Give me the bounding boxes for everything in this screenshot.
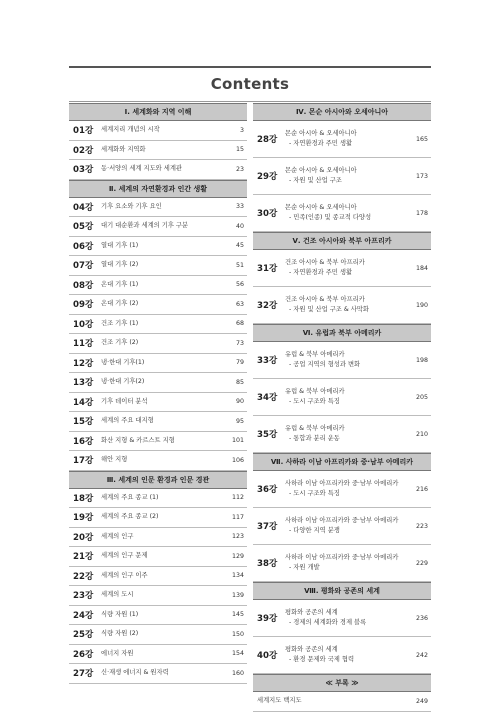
lecture-title [282, 479, 404, 499]
lecture-title [98, 241, 220, 251]
lecture-number: 08강 [73, 280, 94, 291]
page-number: 184 [415, 264, 428, 272]
lecture-subtitle: - 공업 지역의 형성과 변화 [289, 361, 361, 368]
page-number: 45 [235, 242, 244, 250]
lecture-title-main: 온대 기후 (2) [101, 300, 139, 308]
lecture-title [282, 295, 404, 315]
lecture-title-main: 신·재생 에너지 & 원자력 [101, 669, 169, 677]
lecture-title [98, 649, 220, 659]
lecture-subtitle: - 자연환경과 주민 생활 [289, 140, 353, 147]
lecture-number: 35강 [257, 430, 278, 440]
lecture-number: 20강 [73, 532, 94, 543]
lecture-title [282, 645, 404, 665]
lecture-number: 14강 [73, 397, 94, 408]
lecture-title-main: 기후 데이터 분석 [101, 397, 148, 405]
lecture-title-main: 세계의 도시 [101, 591, 134, 599]
lecture-title [98, 338, 220, 348]
toc-entry[interactable] [69, 664, 247, 684]
page-number: 165 [415, 135, 428, 143]
page-number: 134 [231, 572, 244, 580]
page-number: 145 [231, 611, 244, 619]
lecture-number: 28강 [257, 135, 278, 145]
page-number: 139 [231, 591, 244, 599]
toc-entry[interactable] [69, 256, 247, 276]
lecture-number: 17강 [73, 456, 94, 467]
lecture-title [98, 358, 220, 368]
toc-entry[interactable] [69, 334, 247, 354]
lecture-title [98, 416, 220, 426]
lecture-number: 07강 [73, 261, 94, 272]
lecture-number: 23강 [73, 591, 94, 602]
page-number: 129 [231, 552, 244, 560]
lecture-number: 38강 [257, 559, 278, 569]
lecture-title-main: 유럽 & 북부 아메리카 [285, 388, 345, 395]
page-number: 123 [231, 533, 244, 541]
lecture-title-main: 사하라 이남 아프리카와 중·남부 아메리카 [285, 554, 399, 561]
section-header: Ⅳ. 몬순 아시아와 오세아니아 [253, 103, 431, 121]
page-number: 90 [235, 398, 244, 406]
section-header: Ⅰ. 세계화와 지역 이해 [69, 103, 247, 121]
lecture-title [98, 145, 220, 155]
page-number: 249 [415, 697, 428, 705]
lecture-number: 32강 [257, 301, 278, 311]
lecture-title-main: 화산 지형 & 카르스트 지형 [101, 436, 175, 444]
lecture-title [282, 166, 404, 186]
page-number: 23 [235, 165, 244, 173]
lecture-subtitle: - 다양한 지역 분쟁 [289, 527, 340, 534]
lecture-title [282, 203, 404, 223]
lecture-number: 18강 [73, 493, 94, 504]
lecture-number: 22강 [73, 571, 94, 582]
lecture-number: 02강 [73, 145, 94, 156]
lecture-number: 34강 [257, 393, 278, 403]
toc-left-column [69, 103, 247, 684]
lecture-title-main: 온대 기후 (1) [101, 280, 139, 288]
lecture-title [98, 377, 220, 387]
lecture-title [282, 424, 404, 444]
lecture-title [282, 553, 404, 573]
lecture-subtitle: - 자원 및 산업 구조 & 사막화 [289, 306, 370, 313]
toc-entry[interactable] [69, 606, 247, 626]
page-number: 73 [235, 339, 244, 347]
page-number: 106 [231, 456, 244, 464]
lecture-title [98, 164, 220, 174]
page-number: 173 [415, 172, 428, 180]
toc-entry[interactable] [253, 342, 431, 379]
section-header: Ⅱ. 세계의 자연환경과 인간 생활 [69, 180, 247, 198]
lecture-title [282, 258, 404, 278]
lecture-subtitle: - 경제의 세계화와 경제 블록 [289, 619, 367, 626]
lecture-title-main: 세계화와 지역화 [101, 145, 146, 153]
page-number: 198 [415, 356, 428, 364]
lecture-title [282, 350, 404, 370]
section-header: ≪ 부록 ≫ [253, 674, 431, 692]
toc-entry[interactable] [69, 412, 247, 432]
lecture-title-main: 세계의 인구 이주 [101, 571, 148, 579]
page-number: 236 [415, 614, 428, 622]
page-number: 150 [231, 630, 244, 638]
lecture-title-main: 세계지리 개념의 시작 [101, 126, 160, 134]
lecture-title-main: 건조 기후 (2) [101, 339, 139, 347]
toc-entry[interactable] [69, 567, 247, 587]
lecture-title [98, 668, 220, 678]
section-header: Ⅵ. 유럽과 북부 아메리카 [253, 324, 431, 342]
lecture-title-main: 사하라 이남 아프리카와 중·남부 아메리카 [285, 517, 399, 524]
toc-entry[interactable] [253, 379, 431, 416]
section-header: Ⅴ. 건조 아시아와 북부 아프리카 [253, 232, 431, 250]
toc-entry[interactable] [69, 489, 247, 509]
page-number: 63 [235, 300, 244, 308]
lecture-title-main: 식량 자원 (2) [101, 630, 139, 638]
page-number: 68 [235, 320, 244, 328]
toc-entry[interactable] [253, 545, 431, 582]
toc-entry[interactable] [69, 528, 247, 548]
lecture-title-main: 세계지도 백지도 [257, 697, 302, 705]
lecture-number: 37강 [257, 522, 278, 532]
lecture-title-main: 식량 자원 (1) [101, 610, 139, 618]
lecture-number: 24강 [73, 610, 94, 621]
lecture-number: 06강 [73, 241, 94, 252]
toc-entry[interactable] [69, 354, 247, 374]
lecture-title [98, 260, 220, 270]
page-number: 33 [235, 203, 244, 211]
lecture-title [98, 436, 220, 446]
lecture-title [98, 221, 220, 231]
lecture-title-main: 세계의 인구 문제 [101, 552, 148, 560]
lecture-title-main: 해안 지형 [101, 456, 128, 464]
toc-entry[interactable] [253, 508, 431, 545]
lecture-number: 19강 [73, 513, 94, 524]
lecture-subtitle: - 환경 문제와 국제 협력 [289, 656, 355, 663]
lecture-title-main: 건조 아시아 & 북부 아프리카 [285, 296, 365, 303]
lecture-title [98, 202, 220, 212]
toc-entry[interactable] [253, 287, 431, 324]
lecture-title [98, 280, 220, 290]
toc-entry[interactable] [69, 276, 247, 296]
lecture-title [282, 387, 404, 407]
lecture-title-main: 열대 기후 (2) [101, 261, 139, 269]
toc-entry[interactable] [69, 586, 247, 606]
lecture-title-main: 열대 기후 (1) [101, 241, 139, 249]
page-number: 205 [415, 393, 428, 401]
lecture-title-main: 건조 아시아 & 북부 아프리카 [285, 259, 365, 266]
page-number: 242 [415, 651, 428, 659]
toc-entry[interactable] [69, 373, 247, 393]
page-number: 56 [235, 281, 244, 289]
lecture-number: 40강 [257, 651, 278, 661]
toc-entry[interactable] [253, 637, 431, 674]
lecture-title [98, 299, 220, 309]
lecture-subtitle: - 자원 개발 [289, 564, 320, 571]
page-number: 51 [235, 261, 244, 269]
lecture-subtitle: - 도시 구조와 특징 [289, 398, 340, 405]
toc-entry[interactable] [69, 432, 247, 452]
page-number: 160 [231, 669, 244, 677]
lecture-title-main: 세계의 주요 대지형 [101, 417, 154, 425]
page-number: 79 [235, 359, 244, 367]
lecture-number: 30강 [257, 209, 278, 219]
page-number: 178 [415, 209, 428, 217]
lecture-title-main: 평화와 공존의 세계 [285, 646, 338, 653]
lecture-title-main: 대기 대순환과 세계의 기후 구분 [101, 222, 189, 230]
toc-entry[interactable] [69, 315, 247, 335]
toc-entry[interactable] [69, 295, 247, 315]
lecture-title [98, 571, 220, 581]
lecture-title-main: 몬순 아시아 & 오세아니아 [285, 167, 357, 174]
lecture-title [98, 610, 220, 620]
toc-entry[interactable] [253, 416, 431, 453]
toc-entry[interactable] [253, 600, 431, 637]
contents-title: Contents [69, 66, 431, 102]
lecture-number: 16강 [73, 436, 94, 447]
lecture-number: 12강 [73, 358, 94, 369]
lecture-title-main: 유럽 & 북부 아메리카 [285, 425, 345, 432]
page-number: 15 [235, 146, 244, 154]
lecture-title [282, 129, 404, 149]
page-number: 112 [231, 494, 244, 502]
toc-entry[interactable] [69, 508, 247, 528]
lecture-title-main: 사하라 이남 아프리카와 중·남부 아메리카 [285, 480, 399, 487]
lecture-title [98, 319, 220, 329]
lecture-title-main: 냉·한대 기후(1) [101, 358, 145, 366]
lecture-number: 27강 [73, 669, 94, 680]
lecture-title [253, 696, 404, 706]
lecture-title [98, 125, 220, 135]
lecture-title-main: 건조 기후 (1) [101, 319, 139, 327]
lecture-title-main: 기후 요소와 기후 요인 [101, 202, 162, 210]
toc-right-column [253, 103, 431, 712]
lecture-title [98, 551, 220, 561]
toc-entry[interactable] [69, 141, 247, 161]
lecture-title [98, 629, 220, 639]
toc-entry[interactable] [69, 160, 247, 180]
lecture-number: 13강 [73, 378, 94, 389]
lecture-title-main: 세계의 주요 종교 (2) [101, 513, 159, 521]
toc-entry[interactable] [69, 121, 247, 141]
lecture-title-main: 몬순 아시아 & 오세아니아 [285, 204, 357, 211]
lecture-subtitle: - 자연환경과 주민 생활 [289, 269, 353, 276]
lecture-title-main: 평화와 공존의 세계 [285, 609, 338, 616]
page-number: 210 [415, 430, 428, 438]
lecture-title-main: 세계의 인구 [101, 532, 134, 540]
lecture-number: 04강 [73, 202, 94, 213]
page-number: 117 [231, 513, 244, 521]
lecture-number: 21강 [73, 552, 94, 563]
toc-entry[interactable] [69, 237, 247, 257]
lecture-title [98, 455, 220, 465]
section-header: Ⅶ. 사하라 이남 아프리카와 중·남부 아메리카 [253, 453, 431, 471]
lecture-title [98, 493, 220, 503]
lecture-title [98, 512, 220, 522]
toc-entry[interactable] [69, 393, 247, 413]
lecture-title [98, 532, 220, 542]
lecture-number: 29강 [257, 172, 278, 182]
page-number: 40 [235, 222, 244, 230]
section-header: Ⅷ. 평화와 공존의 세계 [253, 582, 431, 600]
lecture-subtitle: - 자원 및 산업 구조 [289, 177, 342, 184]
lecture-title-main: 몬순 아시아 & 오세아니아 [285, 130, 357, 137]
lecture-subtitle: - 도시 구조와 특징 [289, 490, 340, 497]
lecture-subtitle: - 민족(인종) 및 종교적 다양성 [289, 214, 372, 221]
lecture-number: 09강 [73, 300, 94, 311]
lecture-subtitle: - 통합과 분리 운동 [289, 435, 340, 442]
page-number: 101 [231, 437, 244, 445]
toc-entry[interactable] [69, 198, 247, 218]
toc-entry[interactable] [69, 217, 247, 237]
lecture-title [98, 397, 220, 407]
section-header: Ⅲ. 세계의 인문 환경과 인문 경관 [69, 471, 247, 489]
lecture-title-main: 유럽 & 북부 아메리카 [285, 351, 345, 358]
page-number: 216 [415, 485, 428, 493]
lecture-number: 10강 [73, 319, 94, 330]
page-number: 95 [235, 417, 244, 425]
lecture-number: 39강 [257, 614, 278, 624]
toc-entry[interactable] [253, 471, 431, 508]
lecture-title-main: 동·서양의 세계 지도와 세계관 [101, 165, 182, 173]
lecture-title [282, 516, 404, 536]
toc-entry[interactable] [253, 195, 431, 232]
lecture-title [282, 608, 404, 628]
toc-entry[interactable] [69, 451, 247, 471]
toc-entry[interactable] [69, 547, 247, 567]
page-number: 3 [239, 126, 244, 134]
lecture-number: 26강 [73, 649, 94, 660]
lecture-number: 31강 [257, 264, 278, 274]
lecture-number: 36강 [257, 485, 278, 495]
page-number: 85 [235, 378, 244, 386]
toc-entry[interactable] [69, 625, 247, 645]
lecture-title-main: 에너지 자원 [101, 649, 134, 657]
toc-entry[interactable] [253, 692, 431, 712]
page-number: 223 [415, 522, 428, 530]
lecture-title-main: 세계의 주요 종교 (1) [101, 493, 159, 501]
lecture-number: 33강 [257, 356, 278, 366]
page-number: 154 [231, 650, 244, 658]
toc-entry[interactable] [253, 250, 431, 287]
lecture-number: 11강 [73, 339, 94, 350]
page-number: 229 [415, 559, 428, 567]
lecture-number: 03강 [73, 165, 94, 176]
toc-entry[interactable] [69, 645, 247, 665]
lecture-title [98, 590, 220, 600]
lecture-number: 01강 [73, 126, 94, 137]
lecture-number: 05강 [73, 222, 94, 233]
lecture-number: 25강 [73, 630, 94, 641]
toc-entry[interactable] [253, 121, 431, 158]
lecture-number: 15강 [73, 417, 94, 428]
toc-entry[interactable] [253, 158, 431, 195]
lecture-title-main: 냉·한대 기후(2) [101, 378, 145, 386]
page-number: 190 [415, 301, 428, 309]
